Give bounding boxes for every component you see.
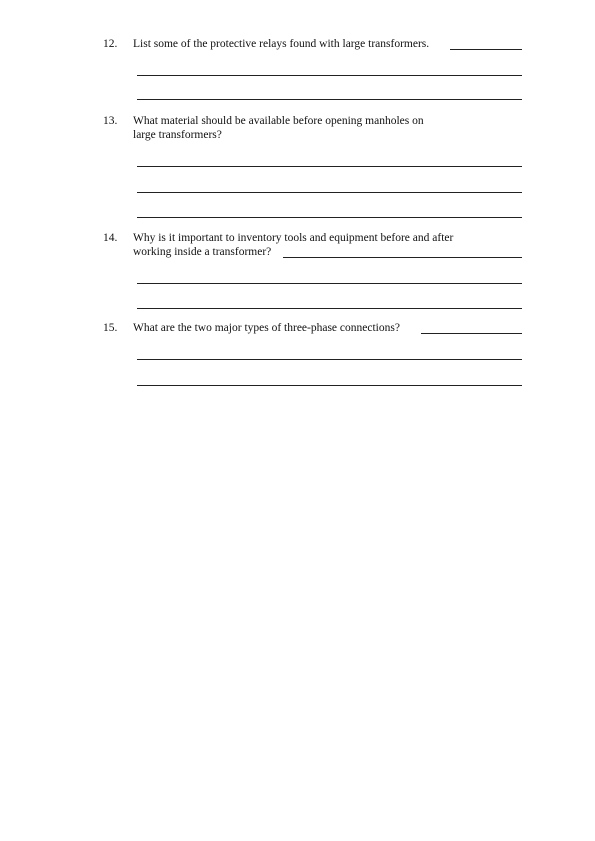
answer-line[interactable] xyxy=(137,99,522,100)
question-text-line-1: What material should be available before opening manholes on xyxy=(133,115,424,127)
question-text: What are the two major types of three-phase connections? xyxy=(133,322,400,334)
answer-line[interactable] xyxy=(137,359,522,360)
answer-blank-inline[interactable] xyxy=(283,257,522,258)
answer-blank-inline[interactable] xyxy=(450,49,522,50)
question-number: 12. xyxy=(103,38,118,50)
answer-line[interactable] xyxy=(137,192,522,193)
answer-line[interactable] xyxy=(137,283,522,284)
question-number: 14. xyxy=(103,232,118,244)
answer-line[interactable] xyxy=(137,166,522,167)
answer-line[interactable] xyxy=(137,217,522,218)
answer-line[interactable] xyxy=(137,385,522,386)
question-number: 15. xyxy=(103,322,118,334)
answer-line[interactable] xyxy=(137,308,522,309)
question-text: List some of the protective relays found with large transformers. xyxy=(133,38,430,50)
question-text-line-2: large transformers? xyxy=(133,129,222,141)
answer-line[interactable] xyxy=(137,75,522,76)
question-number: 13. xyxy=(103,115,118,127)
answer-blank-inline[interactable] xyxy=(421,333,522,334)
question-text-line-1: Why is it important to inventory tools and equipment before and after xyxy=(133,232,454,244)
question-text-line-2: working inside a transformer? xyxy=(133,246,272,258)
